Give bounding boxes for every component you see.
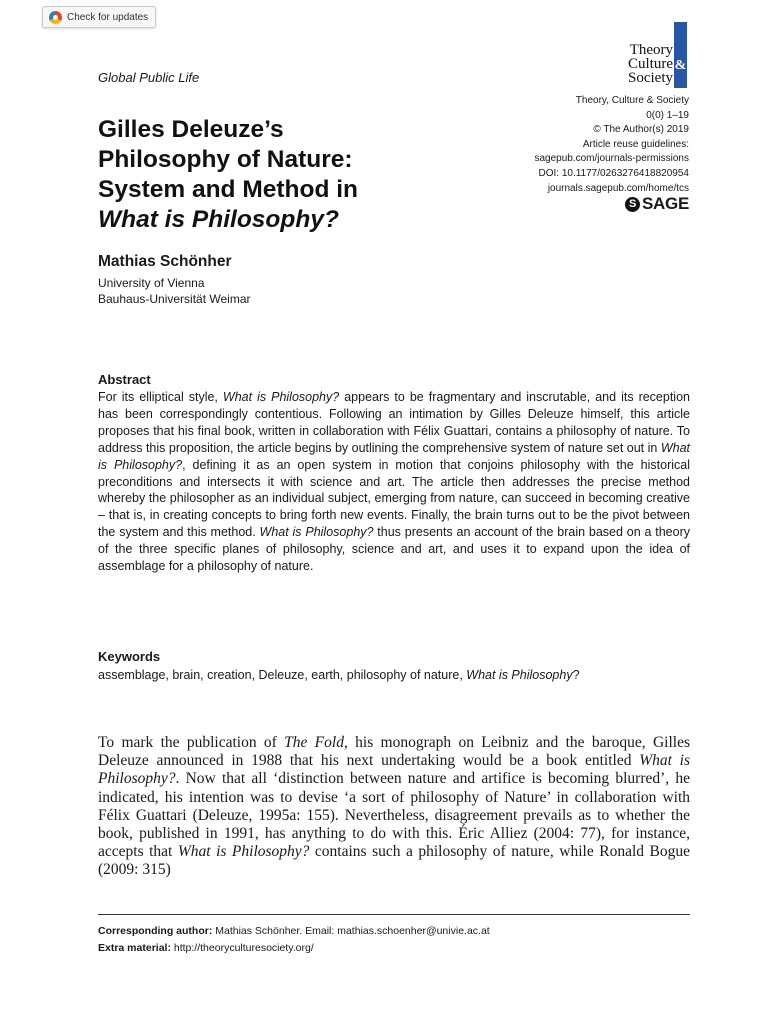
- meta-volume: 0(0) 1–19: [646, 109, 689, 121]
- keywords-text: assemblage, brain, creation, Deleuze, earth, philosophy of nature,: [98, 668, 467, 682]
- article-meta: [534, 94, 689, 196]
- abstract-seg-3: , defining it as an open system in motion that conjoins philosophy with the historical preconditions and intersects it with science and art. The article then addresses the precise method whereby the philosopher as an individual subject, emerging from nature, can succeed in becoming creative – that is, in creating concepts to bring forth new events. Finally, the brain turns out to be the pivot between the system and this method.: [98, 457, 690, 540]
- extra-material-link[interactable]: http://theoryculturesociety.org/: [170, 941, 314, 954]
- body-seg-3: . Now that all ‘distinction between nature and artifice is becoming blurred’, he indicated, his intention was to devise ‘a sort of philosophy of Nature’ in collaboration with Félix Guattari (Deleuze, 1995a: 155). Nevertheless, disagreement prevails as to whether the book, published in 1991, has anything to do with this. Éric Alliez (2004: 77), for instance, accepts that: [98, 770, 690, 861]
- logo-line-society: Society: [628, 70, 673, 86]
- body-paragraph: [98, 734, 690, 880]
- corresponding-author-label: Corresponding author:: [98, 925, 213, 937]
- keywords-list: [98, 668, 580, 682]
- body-seg-1: To mark the publication of: [98, 734, 285, 751]
- title-line-1: Gilles Deleuze’s: [98, 116, 284, 143]
- article-title: [98, 115, 358, 235]
- body-seg-2: , his monograph on Leibniz and the baroque, Gilles Deleuze announced in 1988 that his next undertaking would be a book entitled: [98, 734, 690, 770]
- body-book-title-2: What is Philosophy?: [98, 752, 691, 788]
- body-book-title-1: The Fold: [284, 734, 344, 751]
- footnotes: [98, 923, 490, 956]
- footnote-divider: [98, 914, 690, 915]
- abstract-book-title-3: What is Philosophy?: [259, 525, 374, 540]
- keywords-end: ?: [572, 668, 580, 682]
- title-line-2: Philosophy of Nature:: [98, 146, 353, 173]
- meta-doi[interactable]: DOI: 10.1177/0263276418820954: [538, 167, 689, 179]
- abstract-book-title-2: What is Philosophy?: [98, 440, 690, 472]
- check-for-updates-button[interactable]: [42, 6, 156, 28]
- meta-journal-link[interactable]: journals.sagepub.com/home/tcs: [547, 182, 689, 194]
- title-line-4: What is Philosophy?: [98, 206, 339, 233]
- body-seg-4: contains such a philosophy of nature, while Ronald Bogue (2009: 315): [98, 843, 690, 879]
- extra-material-note: [98, 940, 490, 957]
- abstract-heading: Abstract: [98, 372, 151, 387]
- sage-wordmark: SAGE: [642, 194, 689, 213]
- title-line-3: System and Method in: [98, 176, 359, 203]
- corresponding-author-note: [98, 923, 490, 940]
- abstract-seg-1: For its elliptical style,: [98, 390, 223, 404]
- corresponding-author-text[interactable]: Mathias Schönher. Email: mathias.schoenher@univie.ac.at: [212, 925, 490, 937]
- extra-material-label: Extra material:: [98, 941, 171, 954]
- sage-logo: [625, 194, 689, 214]
- logo-line-culture: Culture: [628, 56, 673, 72]
- affiliation-2: Bauhaus-Universität Weimar: [98, 292, 251, 306]
- abstract-text: [98, 389, 690, 575]
- author-affiliations: [98, 275, 251, 307]
- abstract-seg-4: thus presents an account of the brain based on a theory of the three specific planes of philosophy, science and art, and uses it to expand upon the idea of assemblage for a philosophy of nature.: [98, 525, 690, 574]
- abstract-book-title-1: What is Philosophy?: [222, 390, 340, 404]
- author-name: Mathias Schönher: [98, 253, 232, 270]
- keywords-heading: Keywords: [98, 649, 161, 664]
- abstract-seg-2: appears to be fragmentary and inscrutable, and its reception has been correspondingly contentious. Following an intimation by Gilles Deleuze himself, this article proposes that his final book, written in collaboration with Félix Guattari, contains a philosophy of nature. To address this proposition, the article begins by outlining the comprehensive system of nature set out in: [98, 390, 690, 455]
- body-book-title-3: What is Philosophy?: [177, 843, 310, 861]
- section-label: Global Public Life: [98, 70, 200, 85]
- sage-mark-icon: S: [625, 197, 640, 212]
- meta-journal: Theory, Culture & Society: [575, 95, 689, 106]
- journal-logo: [598, 22, 690, 88]
- affiliation-1: University of Vienna: [98, 276, 205, 290]
- keywords-book-title: What is Philosophy: [466, 668, 573, 682]
- meta-permissions-link[interactable]: sagepub.com/journals-permissions: [534, 153, 689, 165]
- check-for-updates-label: Check for updates: [67, 11, 149, 23]
- logo-bar: [674, 22, 687, 88]
- crossmark-icon: [49, 11, 62, 24]
- meta-copyright: © The Author(s) 2019: [593, 124, 689, 136]
- meta-reuse: Article reuse guidelines:: [582, 138, 689, 150]
- logo-ampersand: &: [674, 58, 687, 73]
- logo-line-theory: Theory: [629, 42, 673, 58]
